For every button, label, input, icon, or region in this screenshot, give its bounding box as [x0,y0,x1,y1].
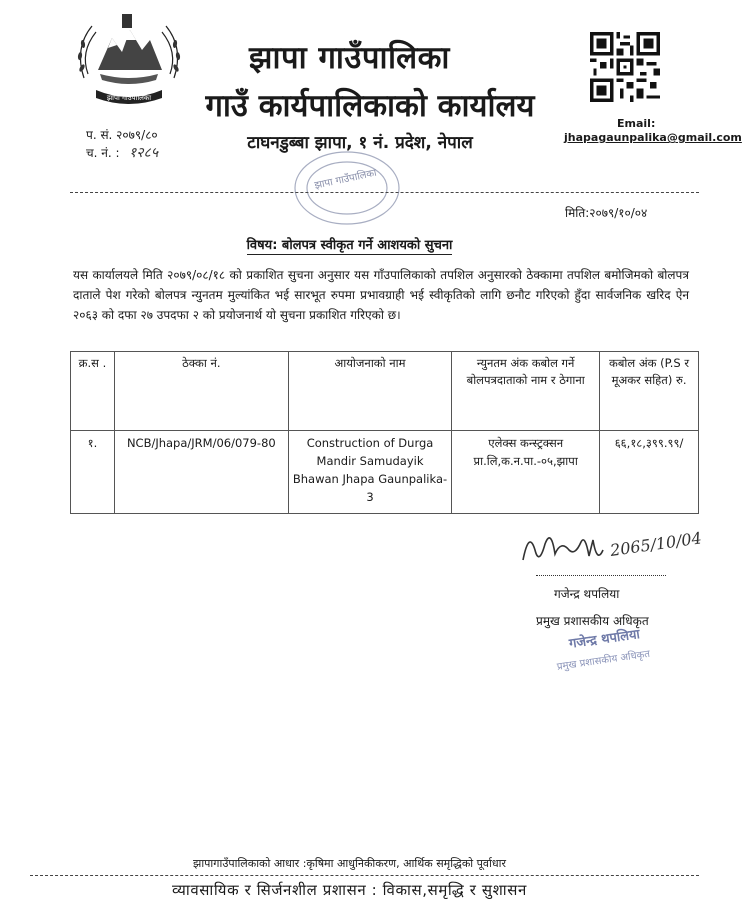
stamp-name: गजेन्द्र थपलिया [568,627,641,652]
subject-text: विषय: बोलपत्र स्वीकृत गर्ने आशयको सुचना [246,238,453,253]
signatory-name: गजेन्द्र थपलिया [554,587,620,601]
letter-date: मिति:२०७९/१०/०४ [565,206,648,220]
email-link[interactable]: jhapagaunpalika@gmail.com [564,131,742,144]
signature-line [536,575,666,576]
office-seal-stamp [282,146,412,226]
cell-project-name: Construction of Durga Mandir Samudayik Bhawan Jhapa Gaunpalika-3 [288,431,452,514]
col-header-project-name: आयोजनाको नाम [288,352,452,431]
handwritten-signature [515,520,703,580]
cell-contract-no: NCB/Jhapa/JRM/06/079-80 [114,431,288,514]
logo-text: झापा गाउँपालिका [106,94,152,102]
seal-text: झापा गाउँपालिका [313,167,378,192]
email-label: Email: [617,117,656,130]
footer-motto: झापागाउँपालिकाको आधार :कृषिमा आधुनिकीकरण, आर्थिक समृद्धिको पूर्वाधार [193,857,506,870]
office-address: टाघनडुब्बा झापा, १ नं. प्रदेश, नेपाल [247,133,473,153]
col-header-sn: क्र.स . [71,352,115,431]
subject-line [0,235,699,253]
dispatch-number-label: च. नं. : [86,146,120,160]
cell-bid-amount: ६६,१८,३९९.९९/ [600,431,699,514]
dispatch-number-handwritten: १२८५ [129,145,159,161]
contract-table [70,351,699,514]
qr-code [590,32,660,102]
office-title-line1: झापा गाउँपालिका [249,40,450,76]
office-title-line2: गाउँ कार्यपालिकाको कार्यालय [205,88,535,124]
cell-sn: १. [71,431,115,514]
signature-date: 2065/10/04 [608,528,703,560]
signatory-stamp [540,625,670,675]
cell-bidder: एलेक्स कन्स्ट्रक्सन प्रा.लि,क.न.पा.-०५,झापा [452,431,600,514]
col-header-bidder: न्युनतम अंक कबोल गर्ने बोलपत्रदाताको नाम र ठेगाना [452,352,600,431]
footer-divider [30,875,699,876]
footer-slogan: व्यावसायिक र सिर्जनशील प्रशासन : विकास,समृद्धि र सुशासन [172,881,527,899]
col-header-contract-no: ठेक्का नं. [114,352,288,431]
stamp-post: प्रमुख प्रशासकीय अधिकृत [556,648,651,673]
notice-body: यस कार्यालयले मिति २०७९/०८/१८ को प्रकाशित सुचना अनुसार यस गाँउपालिकाको तपशिल अनुसारको ठेक्कामा तपशिल बमोजिमको बोलपत्र दाताले पेश गरेको बोलपत्र न्युनतम मुल्यांकित भई सारभूत रुपमा प्रभावग्राही भई स्वीकृतिको लागि छनौट गरिएको हुँदा सार्वजनिक खरिद ऐन २०६३ को दफा २७ उपदफा २ को प्रयोजनार्थ यो सुचना प्रकाशित गरिएको छ। [73,268,689,322]
table-row [71,431,699,514]
col-header-bid-amount: कबोल अंक (P.S र मूअकर सहित) रु. [600,352,699,431]
signatory-post: प्रमुख प्रशासकीय अधिकृत [536,614,649,628]
header-divider [70,192,699,193]
ref-number: प. सं. २०७९/८० [86,128,158,142]
table-header-row [71,352,699,431]
